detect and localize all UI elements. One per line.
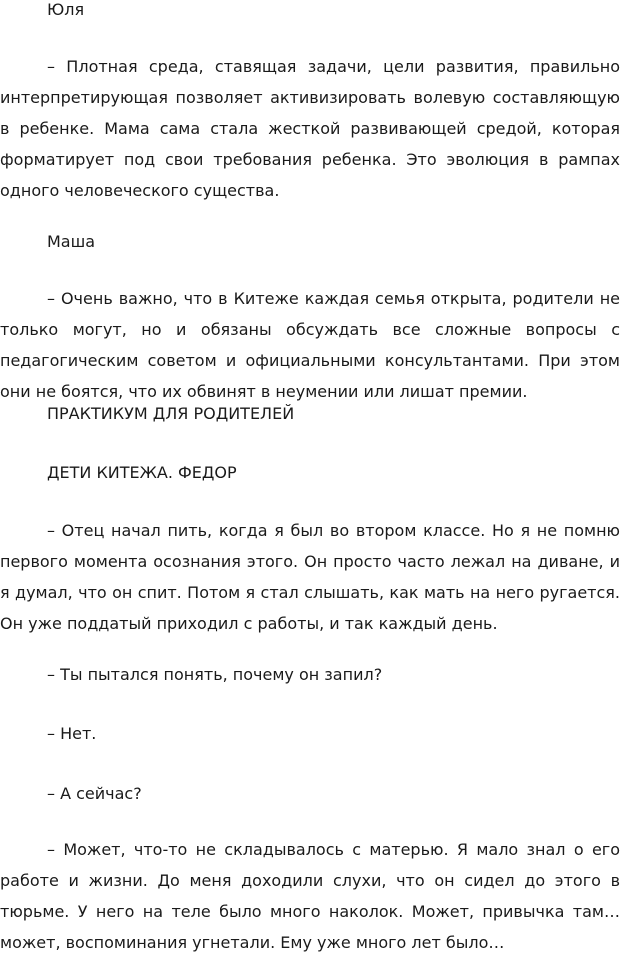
paragraph-yulia-reply: – Плотная среда, ставящая задачи, цели развития, правильно интерпретирующая позволяет активизировать волевую составляющую в ребенке. Мама сама стала жесткой развивающей средой, которая форматирует под свои требования ребенка. Это эволюция в рампах одного человеческого существа. bbox=[0, 57, 620, 200]
paragraph-masha-reply: – Очень важно, что в Китеже каждая семья открыта, родители не только могут, но и обязаны обсуждать все сложные вопросы с педагогическим советом и официальными консультантами. При этом они не боятся, что их обвинят в неумении или лишат премии. bbox=[0, 289, 620, 401]
dialogue-question-why: – Ты пытался понять, почему он запил? bbox=[47, 665, 383, 684]
speaker-name-masha: Маша bbox=[47, 232, 96, 251]
paragraph-fedor-father: – Отец начал пить, когда я был во втором классе. Но я не помню первого момента осознания этого. Он просто часто лежал на диване, и я думал, что он спит. Потом я стал слышать, как мать на него ругается. Он уже поддатый приходил с работы, и так каждый день. bbox=[0, 521, 620, 633]
section-heading-practicum: ПРАКТИКУМ ДЛЯ РОДИТЕЛЕЙ bbox=[47, 404, 295, 423]
speaker-name-yulia: Юля bbox=[47, 0, 85, 19]
dialogue-answer-no: – Нет. bbox=[47, 724, 97, 743]
section-heading-children-fedor: ДЕТИ КИТЕЖА. ФЕДОР bbox=[47, 463, 237, 482]
dialogue-question-now: – А сейчас? bbox=[47, 784, 142, 803]
paragraph-fedor-maybe: – Может, что-то не складывалось с матерью. Я мало знал о его работе и жизни. До меня доходили слухи, что он сидел до этого в тюрьме. У него на теле было много наколок. Может, привычка там… может, воспоминания угнетали. Ему уже много лет было… bbox=[0, 840, 620, 952]
